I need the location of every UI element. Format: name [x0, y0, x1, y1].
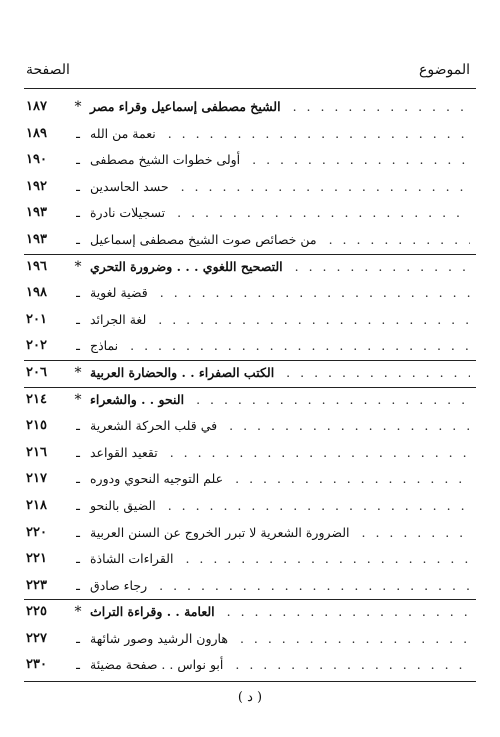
- dot-leader: [291, 97, 470, 117]
- section-divider: [24, 599, 476, 600]
- toc-entry-line: [68, 390, 470, 410]
- dot-leader: [183, 549, 470, 569]
- dash-bullet: ـ: [76, 419, 80, 435]
- toc-entry-title: أولى خطوات الشيخ مصطفى: [90, 152, 241, 168]
- dot-leader: [194, 390, 470, 410]
- toc-entry-line: [68, 416, 470, 437]
- dash-bullet: ـ: [76, 498, 80, 514]
- toc-entry-line: [68, 363, 470, 383]
- toc-entry-line: [68, 336, 470, 357]
- toc-page-number: ١٩٣: [26, 231, 47, 247]
- dot-leader: [156, 310, 470, 330]
- toc-entry-title: هارون الرشيد وصور شائهة: [90, 630, 228, 646]
- toc-entry-line: [68, 655, 470, 676]
- dot-leader: [250, 150, 470, 170]
- toc-page-number: ٢٢٧: [26, 630, 47, 646]
- section-divider: [24, 360, 476, 361]
- toc-entry-line: [68, 150, 470, 171]
- toc-subsection-entry: [26, 177, 470, 204]
- toc-page-number: ٢١٤: [26, 391, 47, 407]
- toc-entry-line: [68, 310, 470, 331]
- dot-leader: [175, 203, 470, 223]
- toc-section-entry: [26, 257, 470, 284]
- dash-bullet: ـ: [76, 286, 80, 302]
- asterisk-bullet: *: [74, 258, 82, 275]
- toc-entry-title: التصحيح اللغوي . . . وضرورة التحري: [90, 258, 283, 274]
- toc-page-number: ٢١٥: [26, 418, 47, 434]
- dot-leader: [238, 629, 470, 649]
- toc-entry-title: رجاء صادق: [90, 577, 148, 593]
- toc-subsection-entry: [26, 230, 470, 257]
- toc-entry-line: [68, 523, 470, 544]
- toc-page-number: ٢٢٣: [26, 577, 47, 593]
- dash-bullet: ـ: [76, 179, 80, 195]
- dash-bullet: ـ: [76, 658, 80, 674]
- asterisk-bullet: *: [74, 604, 82, 621]
- toc-entry-title: لغة الجرائد: [90, 311, 147, 327]
- dash-bullet: ـ: [76, 232, 80, 248]
- toc-entry-line: [68, 576, 470, 597]
- dot-leader: [225, 602, 470, 622]
- toc-page-number: ٢١٨: [26, 497, 47, 513]
- toc-page-number: ١٩٢: [26, 178, 47, 194]
- toc-subsection-entry: [26, 549, 470, 576]
- dash-bullet: ـ: [76, 445, 80, 461]
- page-column-label: الصفحة: [26, 62, 70, 78]
- toc-page-number: ١٩٦: [26, 258, 47, 274]
- toc-page-number: ٢١٧: [26, 471, 47, 487]
- section-divider: [24, 387, 476, 388]
- toc-entry-title: النحو . . والشعراء: [90, 391, 185, 407]
- toc-subsection-entry: [26, 443, 470, 470]
- toc-list: [26, 97, 470, 682]
- dot-leader: [360, 523, 470, 543]
- footer-rule: [24, 681, 476, 682]
- toc-entry-line: [68, 443, 470, 464]
- toc-subsection-entry: [26, 203, 470, 230]
- dash-bullet: ـ: [76, 525, 80, 541]
- toc-subsection-entry: [26, 655, 470, 682]
- toc-entry-title: نماذج: [90, 338, 119, 354]
- toc-entry-line: [68, 203, 470, 224]
- toc-page-number: ٢٢١: [26, 551, 47, 567]
- dash-bullet: ـ: [76, 472, 80, 488]
- toc-subsection-entry: [26, 310, 470, 337]
- dash-bullet: ـ: [76, 552, 80, 568]
- section-divider: [24, 254, 476, 255]
- dot-leader: [166, 124, 470, 144]
- toc-entry-title: الكتب الصفراء . . والحضارة العربية: [90, 364, 275, 380]
- toc-entry-title: حسد الحاسدين: [90, 178, 169, 194]
- dot-leader: [233, 469, 470, 489]
- toc-entry-line: [68, 602, 470, 622]
- dash-bullet: ـ: [76, 578, 80, 594]
- toc-entry-line: [68, 629, 470, 650]
- toc-page-number: ٢٠٦: [26, 364, 47, 380]
- toc-entry-title: الضرورة الشعرية لا تبرر الخروج عن السنن العربية: [90, 524, 350, 540]
- toc-entry-line: [68, 177, 470, 198]
- toc-subsection-entry: [26, 124, 470, 151]
- toc-entry-title: الشيخ مصطفى إسماعيل وقراء مصر: [90, 99, 281, 114]
- dash-bullet: ـ: [76, 339, 80, 355]
- toc-entry-title: تقعيد القواعد: [90, 444, 158, 460]
- page-number-footer: ( د ): [237, 690, 263, 705]
- dash-bullet: ـ: [76, 312, 80, 328]
- dot-leader: [179, 177, 470, 197]
- asterisk-bullet: *: [74, 99, 82, 115]
- toc-page-number: ٢٠٢: [26, 338, 47, 354]
- toc-subsection-entry: [26, 336, 470, 363]
- toc-page-number: ٢٣٠: [26, 657, 47, 673]
- toc-entry-line: [68, 257, 470, 277]
- toc-entry-line: [68, 549, 470, 570]
- toc-entry-title: تسجيلات نادرة: [90, 205, 166, 221]
- toc-subsection-entry: [26, 150, 470, 177]
- toc-section-entry: [26, 390, 470, 417]
- toc-entry-title: قضية لغوية: [90, 285, 148, 301]
- toc-page-number: ٢١٦: [26, 444, 47, 460]
- toc-page-number: ١٨٧: [26, 99, 47, 114]
- toc-entry-title: نعمة من الله: [90, 125, 156, 141]
- toc-subsection-entry: [26, 629, 470, 656]
- dot-leader: [128, 336, 470, 356]
- dot-leader: [158, 283, 470, 303]
- toc-section-entry: [26, 363, 470, 390]
- toc-page-number: ١٩٣: [26, 205, 47, 221]
- toc-subsection-entry: [26, 283, 470, 310]
- toc-entry-line: [68, 124, 470, 145]
- toc-subsection-entry: [26, 469, 470, 496]
- dash-bullet: ـ: [76, 153, 80, 169]
- toc-entry-title: من خصائص صوت الشيخ مصطفى إسماعيل: [90, 231, 317, 247]
- dot-leader: [233, 655, 470, 675]
- dot-leader: [284, 363, 470, 383]
- dot-leader: [168, 443, 470, 463]
- toc-section-entry: [26, 602, 470, 629]
- toc-page-number: ١٩٠: [26, 152, 47, 168]
- dash-bullet: ـ: [76, 126, 80, 142]
- dot-leader: [327, 230, 470, 250]
- toc-subsection-entry: [26, 496, 470, 523]
- toc-entry-title: الضيق بالنحو: [90, 497, 156, 513]
- dot-leader: [166, 496, 470, 516]
- toc-page-number: ٢٢٠: [26, 524, 47, 540]
- toc-page-number: ١٩٨: [26, 285, 47, 301]
- header-rule: [24, 88, 476, 89]
- asterisk-bullet: *: [74, 364, 82, 381]
- toc-section-entry: [26, 97, 470, 124]
- toc-entry-title: العامة . . وقراءة التراث: [90, 604, 215, 620]
- dot-leader: [293, 257, 470, 277]
- toc-page-number: ٢٠١: [26, 311, 47, 327]
- toc-entry-line: [68, 230, 470, 251]
- dot-leader: [157, 576, 470, 596]
- toc-page-number: ٢٢٥: [26, 604, 47, 620]
- toc-entry-title: القراءات الشاذة: [90, 551, 174, 567]
- asterisk-bullet: *: [74, 391, 82, 408]
- toc-entry-line: [68, 283, 470, 304]
- toc-page-number: ١٨٩: [26, 125, 47, 141]
- toc-entry-title: أبو نواس . . صفحة مضيئة: [90, 657, 224, 673]
- toc-entry-line: [68, 496, 470, 517]
- toc-entry-line: [68, 469, 470, 490]
- dash-bullet: ـ: [76, 631, 80, 647]
- dash-bullet: ـ: [76, 206, 80, 222]
- toc-subsection-entry: [26, 576, 470, 603]
- topic-column-label: الموضوع: [419, 62, 470, 78]
- toc-subsection-entry: [26, 523, 470, 550]
- toc-header: [26, 62, 470, 84]
- toc-entry-title: علم التوجيه النحوي ودوره: [90, 471, 224, 487]
- dot-leader: [227, 416, 470, 436]
- toc-subsection-entry: [26, 416, 470, 443]
- toc-entry-title: في قلب الحركة الشعرية: [90, 418, 218, 434]
- toc-entry-line: [68, 97, 470, 117]
